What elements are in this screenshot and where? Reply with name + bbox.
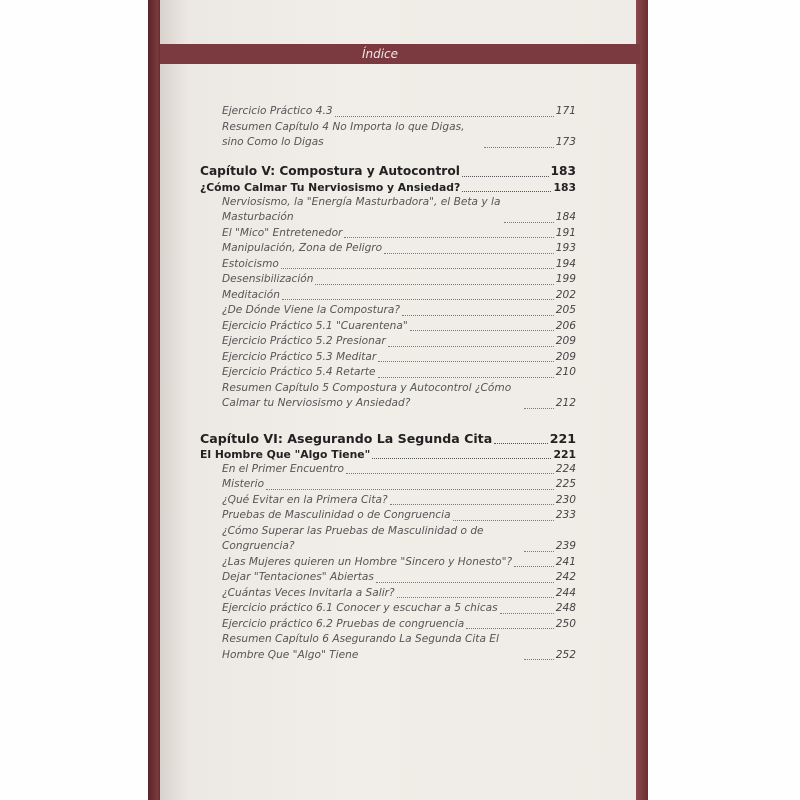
dot-leader [335, 116, 554, 117]
dot-leader [315, 284, 553, 285]
dot-leader [397, 597, 554, 598]
dot-leader [524, 408, 554, 409]
toc-entry [200, 195, 576, 226]
dot-leader [281, 268, 554, 269]
toc-entry-page: 171 [555, 105, 576, 117]
dot-leader [466, 628, 553, 629]
toc-entry [200, 381, 576, 412]
dot-leader [410, 330, 554, 331]
toc-entry-page: 199 [555, 273, 576, 285]
toc-entry [200, 226, 576, 242]
toc-entry-text: Misterio [222, 478, 265, 490]
page-title: Índice [361, 47, 399, 61]
toc-entry-text: Resumen Capítulo 4 No Importa lo que Digas, sino Como lo Digas [222, 120, 465, 148]
chapter-heading [200, 430, 576, 447]
section-heading [200, 180, 576, 195]
toc-entry [200, 493, 576, 509]
toc-entry-page: 210 [555, 366, 576, 378]
toc-entry [200, 462, 576, 478]
toc-entry-text: Ejercicio práctico 6.2 Pruebas de congruencia [222, 617, 465, 630]
toc-entry [200, 477, 576, 493]
toc-entry-text: Dejar "Tentaciones" Abiertas [222, 571, 374, 583]
toc-entry [200, 508, 576, 524]
toc-entry-page: 191 [555, 226, 576, 239]
toc-entry-page: 212 [555, 397, 576, 409]
toc-entry-text: Nerviosismo, la "Energía Masturbadora", el Beta y la Masturbación [222, 195, 501, 223]
dot-leader [462, 176, 549, 177]
toc-entry-text: Ejercicio Práctico 5.1 "Cuarentena" [222, 319, 408, 332]
toc-entry-text: Meditación [222, 288, 280, 301]
toc-entry [200, 524, 576, 555]
toc-entry [200, 334, 576, 350]
dot-leader [388, 346, 554, 347]
chapter-title: Capítulo VI: Asegurando La Segunda Cita [200, 430, 493, 446]
book-cover-right-edge [636, 0, 648, 800]
dot-leader [266, 489, 554, 490]
toc-entry-text: Ejercicio Práctico 4.3 [222, 105, 333, 117]
dot-leader [282, 299, 554, 300]
toc-entry-page: 239 [555, 540, 576, 552]
dot-leader [390, 504, 554, 505]
dot-leader [494, 443, 548, 444]
toc-entry-text: ¿Las Mujeres quieren un Hombre "Sincero y Honesto"? [222, 555, 513, 568]
toc-entry-text: Estoicismo [222, 257, 279, 270]
dot-leader [514, 566, 554, 567]
toc-entry-text: Pruebas de Masculinidad o de Congruencia [222, 509, 451, 521]
toc-entry [200, 632, 576, 663]
toc-entry-text: Ejercicio Práctico 5.3 Meditar [222, 350, 377, 363]
toc-entry-page: 173 [555, 136, 576, 148]
toc-entry-page: 225 [555, 478, 576, 490]
dot-leader [484, 147, 554, 148]
table-of-contents [200, 104, 576, 663]
toc-entry-text: Resumen Capítulo 5 Compostura y Autocontrol ¿Cómo Calmar tu Nerviosismo y Ansiedad? [222, 381, 512, 409]
toc-entry [200, 617, 576, 633]
toc-entry-page: 230 [555, 493, 576, 506]
toc-entry-text: Ejercicio práctico 6.1 Conocer y escuchar a 5 chicas [222, 602, 498, 614]
dot-leader [376, 582, 554, 583]
toc-entry [200, 586, 576, 602]
toc-entry [200, 241, 576, 257]
toc-entry-text: ¿Cuántas Veces Invitarla a Salir? [222, 586, 395, 599]
toc-entry-text: El "Mico" Entretenedor [222, 226, 343, 239]
toc-entry [200, 350, 576, 366]
dot-leader [504, 222, 554, 223]
toc-entry [200, 257, 576, 273]
section-title: ¿Cómo Calmar Tu Nerviosismo y Ansiedad? [200, 180, 461, 194]
toc-entry-text: Manipulación, Zona de Peligro [222, 242, 383, 254]
toc-entry [200, 601, 576, 617]
toc-entry-page: 193 [555, 242, 576, 254]
toc-entry-page: 209 [555, 350, 576, 363]
dot-leader [500, 613, 554, 614]
toc-entry-page: 206 [555, 319, 576, 332]
toc-entry [200, 365, 576, 381]
dot-leader [524, 551, 554, 552]
toc-entry [200, 288, 576, 304]
toc-entry-page: 252 [555, 648, 576, 661]
toc-entry-text: ¿Cómo Superar las Pruebas de Masculinidad o de Congruencia? [222, 524, 484, 552]
toc-entry-page: 209 [555, 335, 576, 347]
toc-entry [200, 555, 576, 571]
chapter-page: 221 [549, 430, 576, 446]
toc-entry-text: Desensibilización [222, 273, 314, 285]
section-page: 183 [553, 180, 576, 194]
toc-entry-text: En el Primer Encuentro [222, 462, 345, 475]
dot-leader [372, 458, 551, 459]
toc-entry-page: 224 [555, 462, 576, 475]
dot-leader [344, 237, 553, 238]
toc-entry [200, 570, 576, 586]
toc-entry-text: Ejercicio Práctico 5.4 Retarte [222, 366, 376, 378]
chapter-heading [200, 163, 576, 180]
dot-leader [384, 253, 554, 254]
toc-entry-page: 248 [555, 602, 576, 614]
chapter-title: Capítulo V: Compostura y Autocontrol [200, 163, 460, 178]
toc-entry-page: 250 [555, 617, 576, 630]
toc-entry [200, 319, 576, 335]
dot-leader [462, 191, 551, 192]
toc-entry [200, 120, 576, 151]
toc-entry-page: 233 [555, 509, 576, 521]
toc-entry [200, 272, 576, 288]
toc-entry-text: Ejercicio Práctico 5.2 Presionar [222, 335, 386, 347]
toc-entry-page: 205 [555, 304, 576, 316]
chapter-page: 183 [550, 163, 576, 178]
toc-entry-text: Resumen Capítulo 6 Asegurando La Segunda Cita El Hombre Que "Algo" Tiene [222, 633, 499, 661]
section-page: 221 [553, 447, 576, 461]
toc-entry-page: 184 [555, 211, 576, 223]
toc-entry [200, 303, 576, 319]
toc-entry-page: 242 [555, 571, 576, 583]
toc-entry-page: 194 [555, 257, 576, 270]
toc-entry [200, 104, 576, 120]
dot-leader [346, 473, 554, 474]
dot-leader [402, 315, 554, 316]
dot-leader [378, 361, 553, 362]
toc-entry-text: ¿Qué Evitar en la Primera Cita? [222, 493, 388, 506]
section-title: El Hombre Que "Algo Tiene" [200, 447, 371, 461]
dot-leader [378, 377, 554, 378]
section-heading [200, 447, 576, 462]
toc-entry-page: 241 [555, 555, 576, 568]
toc-entry-text: ¿De Dónde Viene la Compostura? [222, 304, 400, 316]
toc-entry-page: 244 [555, 586, 576, 599]
dot-leader [453, 520, 554, 521]
toc-entry-page: 202 [555, 288, 576, 301]
dot-leader [524, 659, 554, 660]
